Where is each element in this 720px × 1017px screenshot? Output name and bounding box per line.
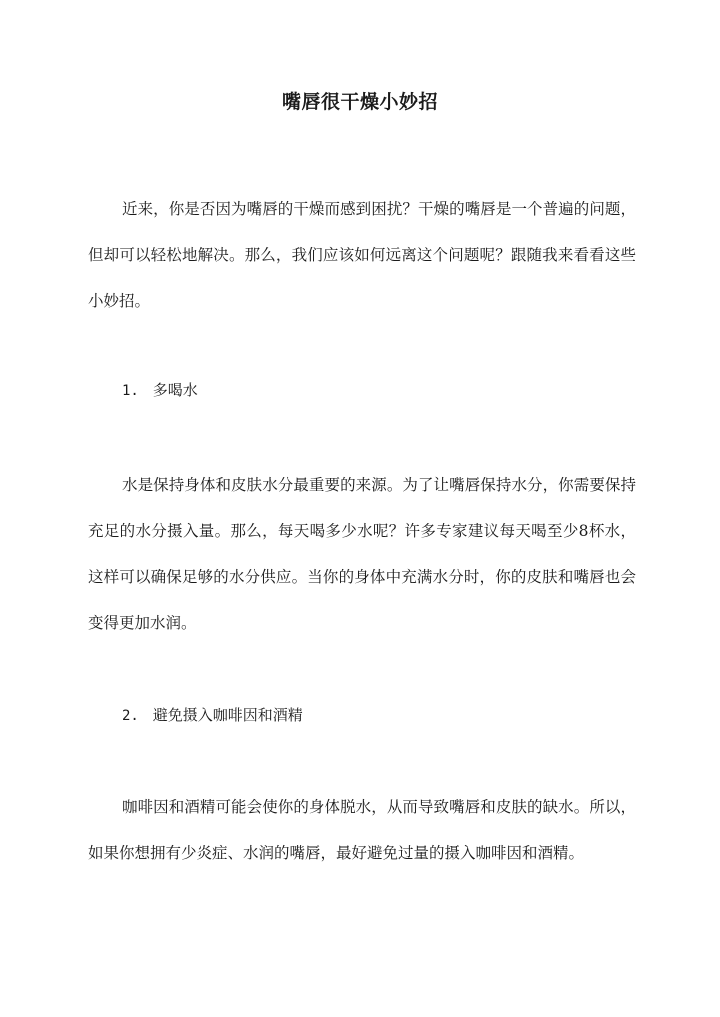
section-heading-2 — [122, 700, 303, 731]
section-body-1: 水是保持身体和皮肤水分最重要的来源。为了让嘴唇保持水分，你需要保持充足的水分摄入量。那么，每天喝多少水呢？许多专家建议每天喝至少8杯水，这样可以确保足够的水分供应。当你的身体中充满水分时，你的皮肤和嘴唇也会变得更加水润。 — [88, 476, 636, 632]
section-number-1: 1. — [122, 383, 139, 399]
section-body-2: 咖啡因和酒精可能会使你的身体脱水，从而导致嘴唇和皮肤的缺水。所以，如果你想拥有少炎症、水润的嘴唇，最好避免过量的摄入咖啡因和酒精。 — [88, 798, 636, 862]
document-title: 嘴唇很干燥小妙招 — [281, 91, 438, 113]
section-number-2: 2. — [122, 708, 139, 724]
section-title-1: 多喝水 — [152, 381, 198, 399]
intro-paragraph: 近来，你是否因为嘴唇的干燥而感到困扰？干燥的嘴唇是一个普遍的问题，但却可以轻松地解决。那么，我们应该如何远离这个问题呢？跟随我来看看这些小妙招。 — [88, 200, 636, 310]
section-title-2: 避免摄入咖啡因和酒精 — [152, 706, 303, 724]
section-heading-1 — [122, 375, 198, 406]
